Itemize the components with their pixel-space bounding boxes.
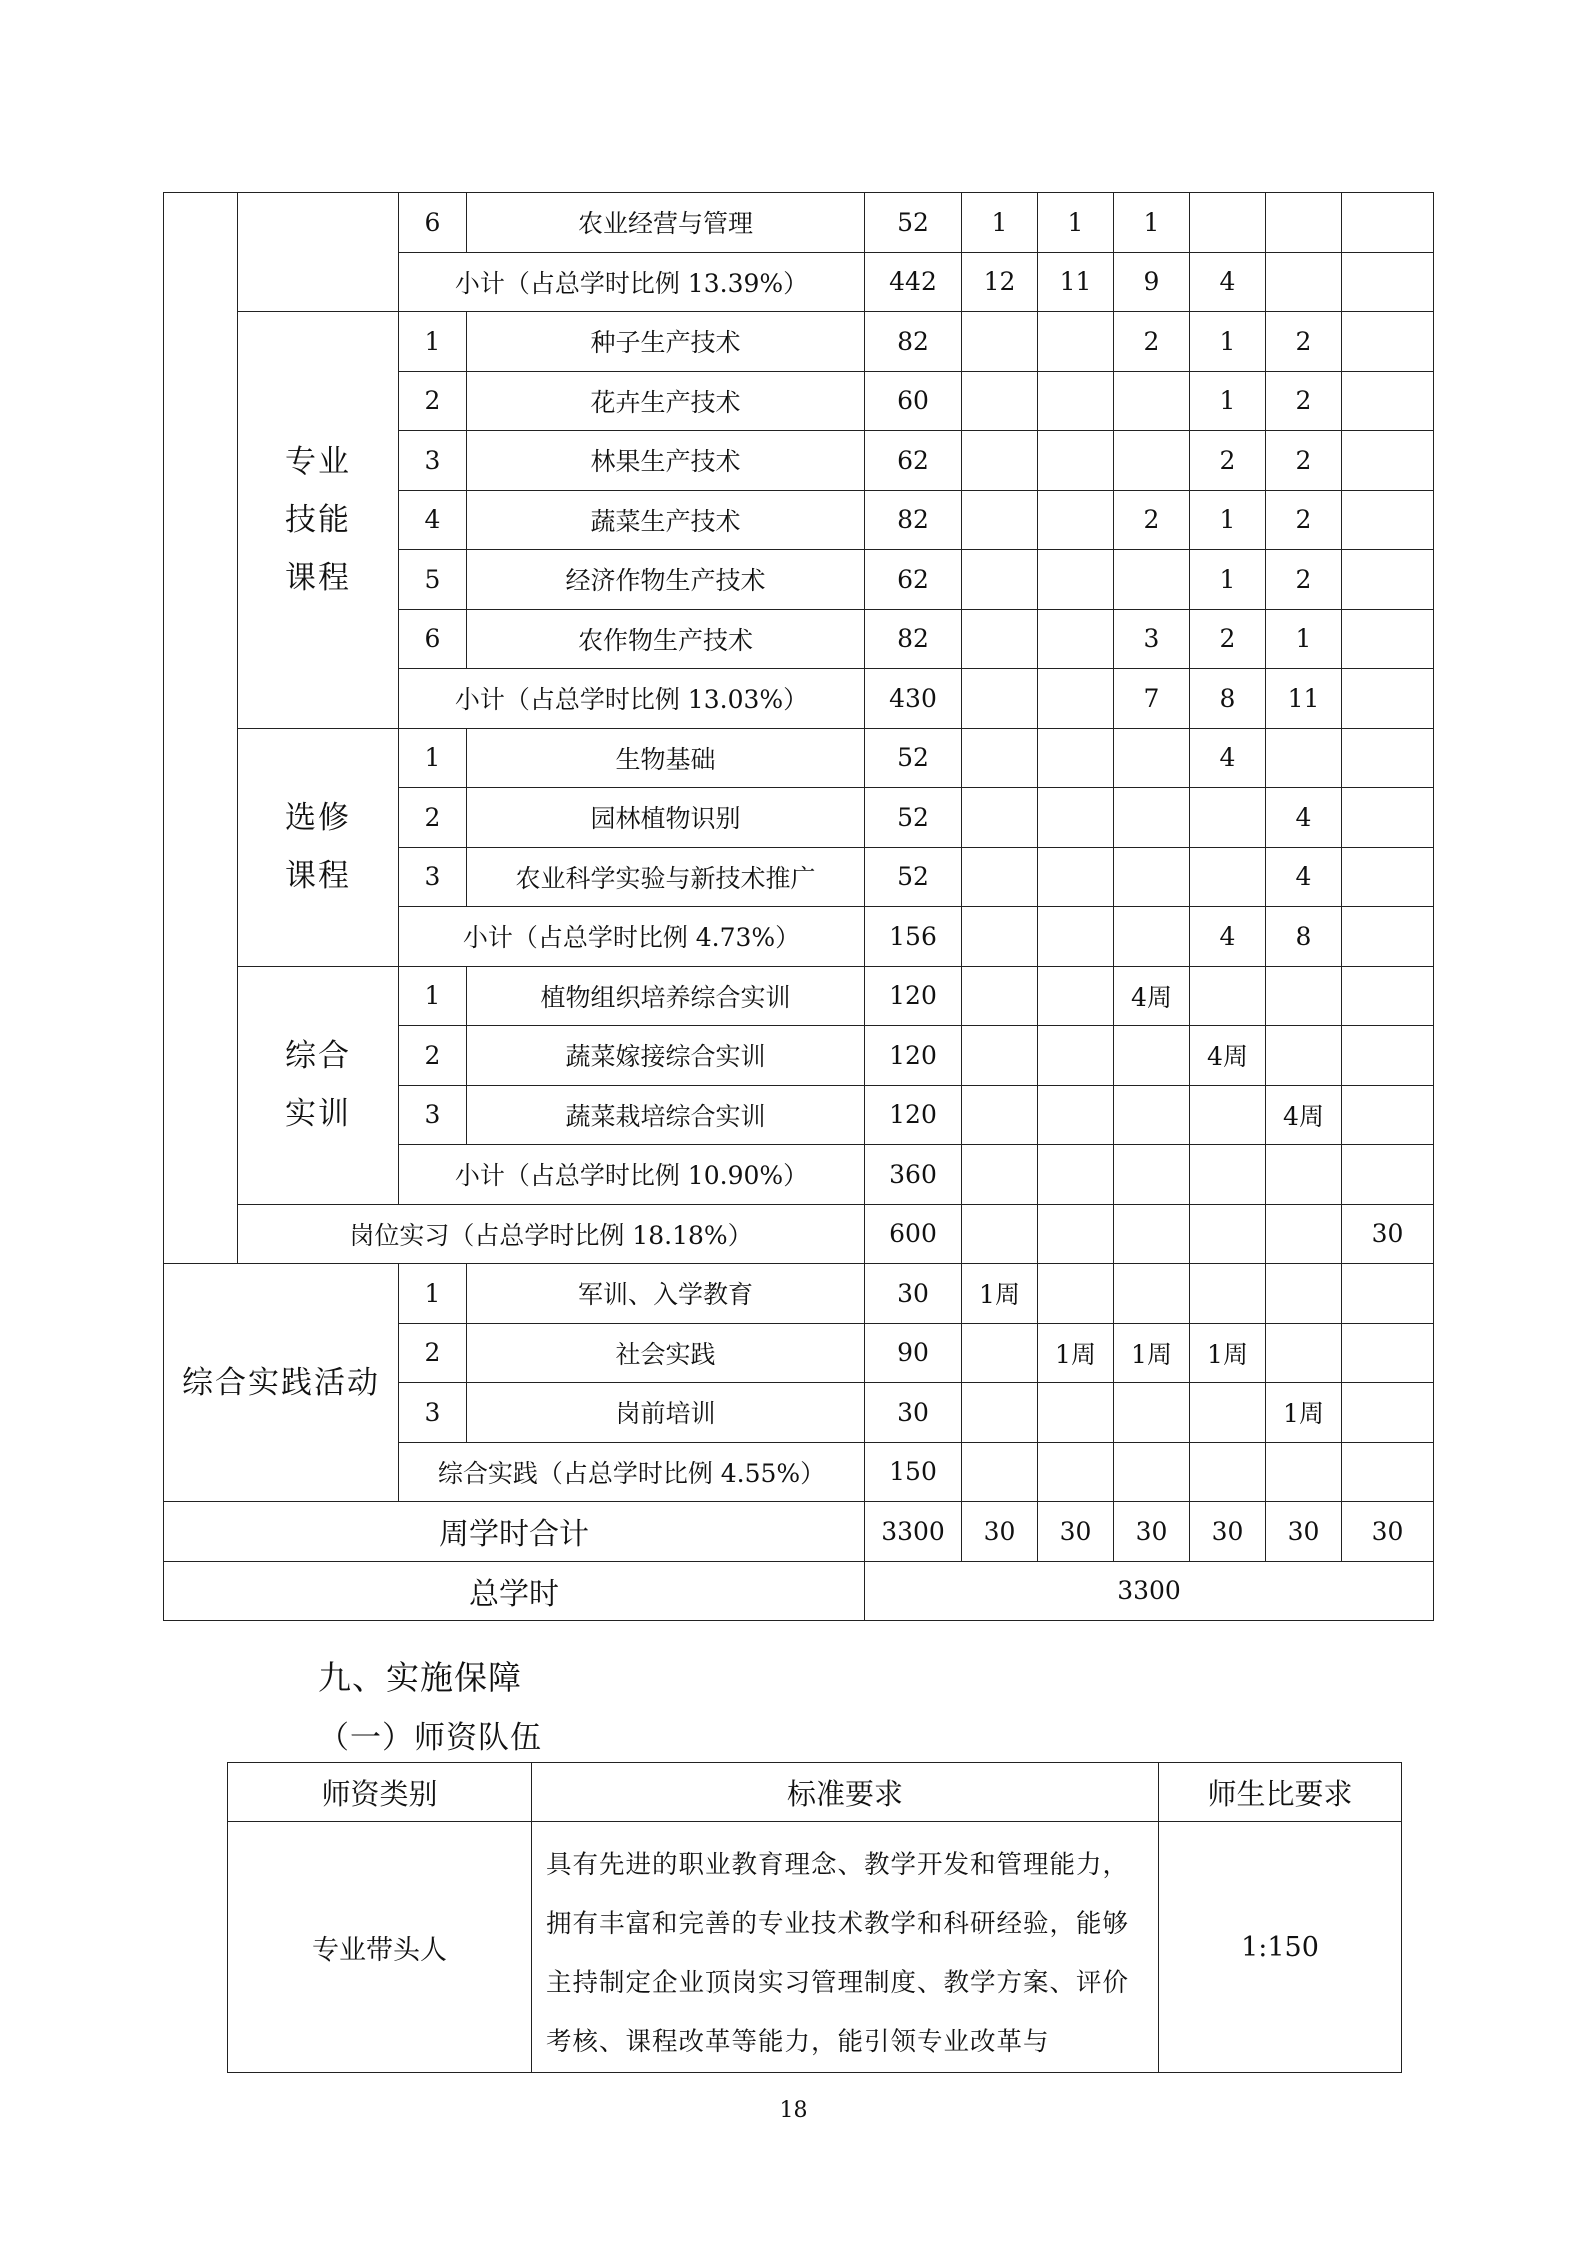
semester-hours-cell — [962, 1383, 1038, 1443]
total-hours-cell: 360 — [865, 1145, 962, 1205]
semester-hours-cell: 4 — [1266, 788, 1342, 848]
semester-hours-cell — [1038, 728, 1114, 788]
semester-hours-cell — [1342, 371, 1434, 431]
grand-total-label: 总学时 — [164, 1561, 865, 1621]
semester-hours-cell: 3 — [1114, 609, 1190, 669]
semester-hours-cell — [1342, 609, 1434, 669]
total-hours-cell: 442 — [865, 252, 962, 312]
semester-hours-cell — [1038, 788, 1114, 848]
semester-hours-cell: 4 — [1266, 847, 1342, 907]
course-name-cell: 花卉生产技术 — [467, 371, 865, 431]
semester-hours-cell — [1266, 1145, 1342, 1205]
semester-hours-cell: 1 — [1190, 312, 1266, 372]
semester-hours-cell: 1周 — [1038, 1323, 1114, 1383]
course-number-cell: 2 — [399, 1323, 467, 1383]
semester-hours-cell: 12 — [962, 252, 1038, 312]
semester-weekly-total-cell: 30 — [1190, 1502, 1266, 1562]
category-label-line: 综合 — [285, 1038, 351, 1074]
total-hours-cell: 120 — [865, 1026, 962, 1086]
course-number-cell: 3 — [399, 431, 467, 491]
semester-hours-cell — [1038, 847, 1114, 907]
course-number-cell: 3 — [399, 1383, 467, 1443]
weekly-total-label: 周学时合计 — [164, 1502, 865, 1562]
total-hours-cell: 62 — [865, 550, 962, 610]
semester-hours-cell: 4 — [1190, 907, 1266, 967]
semester-hours-cell — [1266, 1204, 1342, 1264]
semester-hours-cell — [962, 371, 1038, 431]
semester-hours-cell — [962, 728, 1038, 788]
semester-hours-cell — [1342, 907, 1434, 967]
course-number-cell: 6 — [399, 609, 467, 669]
semester-hours-cell — [1114, 1442, 1190, 1502]
total-hours-cell: 62 — [865, 431, 962, 491]
course-number-cell: 3 — [399, 847, 467, 907]
semester-hours-cell — [1038, 490, 1114, 550]
semester-hours-cell: 2 — [1266, 490, 1342, 550]
course-name-cell: 蔬菜生产技术 — [467, 490, 865, 550]
semester-hours-cell: 2 — [1266, 550, 1342, 610]
course-number-cell: 2 — [399, 371, 467, 431]
semester-hours-cell — [1038, 1442, 1114, 1502]
course-name-cell: 种子生产技术 — [467, 312, 865, 372]
semester-hours-cell: 2 — [1190, 609, 1266, 669]
semester-hours-cell — [1342, 1026, 1434, 1086]
semester-hours-cell — [1038, 431, 1114, 491]
semester-hours-cell: 4周 — [1114, 966, 1190, 1026]
total-hours-cell: 600 — [865, 1204, 962, 1264]
semester-hours-cell — [1266, 1264, 1342, 1324]
semester-hours-cell — [962, 1323, 1038, 1383]
course-name-cell: 经济作物生产技术 — [467, 550, 865, 610]
semester-hours-cell — [1190, 1442, 1266, 1502]
section-subheading: （一）师资队伍 — [318, 1720, 542, 1756]
total-hours-cell: 90 — [865, 1323, 962, 1383]
semester-hours-cell — [1342, 1323, 1434, 1383]
semester-hours-cell: 1周 — [1114, 1323, 1190, 1383]
semester-hours-cell — [962, 1442, 1038, 1502]
table-row — [164, 966, 1434, 1026]
teacher-standards-table — [227, 1762, 1402, 2073]
course-number-cell: 4 — [399, 490, 467, 550]
semester-hours-cell — [1114, 1264, 1190, 1324]
internship-row — [164, 1204, 1434, 1264]
course-name-cell: 生物基础 — [467, 728, 865, 788]
semester-hours-cell — [1038, 1264, 1114, 1324]
semester-hours-cell — [1114, 1085, 1190, 1145]
semester-hours-cell — [1038, 966, 1114, 1026]
semester-hours-cell — [1114, 1145, 1190, 1205]
total-hours-cell: 30 — [865, 1264, 962, 1324]
category-label-line: 专业 — [285, 443, 351, 480]
semester-hours-cell: 8 — [1190, 669, 1266, 729]
course-name-cell: 农业科学实验与新技术推广 — [467, 847, 865, 907]
course-number-cell: 5 — [399, 550, 467, 610]
course-number-cell: 1 — [399, 312, 467, 372]
semester-hours-cell — [962, 431, 1038, 491]
semester-weekly-total-cell: 30 — [1266, 1502, 1342, 1562]
total-hours-cell: 82 — [865, 490, 962, 550]
header-standard: 标准要求 — [532, 1763, 1159, 1822]
semester-hours-cell — [962, 669, 1038, 729]
total-hours-cell: 52 — [865, 728, 962, 788]
grand-total-row — [164, 1561, 1434, 1621]
semester-hours-cell — [962, 1085, 1038, 1145]
semester-hours-cell — [962, 312, 1038, 372]
semester-hours-cell: 8 — [1266, 907, 1342, 967]
course-number-cell: 2 — [399, 788, 467, 848]
total-hours-cell: 82 — [865, 312, 962, 372]
course-name-cell: 林果生产技术 — [467, 431, 865, 491]
total-hours-cell: 150 — [865, 1442, 962, 1502]
semester-hours-cell — [1342, 1264, 1434, 1324]
table-row — [228, 1822, 1402, 2073]
semester-hours-cell — [1114, 728, 1190, 788]
standard-cell: 具有先进的职业教育理念、教学开发和管理能力，拥有丰富和完善的专业技术教学和科研经验，能够主持制定企业顶岗实习管理制度、教学方案、评价考核、课程改革等能力，能引领专业改革与 — [532, 1822, 1159, 2073]
header-teacher-category: 师资类别 — [228, 1763, 532, 1822]
page-number: 18 — [779, 2098, 808, 2123]
semester-hours-cell — [1190, 788, 1266, 848]
semester-hours-cell — [1266, 252, 1342, 312]
semester-hours-cell — [1266, 1026, 1342, 1086]
semester-hours-cell — [1038, 312, 1114, 372]
course-number-cell: 1 — [399, 1264, 467, 1324]
semester-hours-cell — [1190, 966, 1266, 1026]
semester-hours-cell — [1190, 193, 1266, 253]
semester-hours-cell — [962, 1204, 1038, 1264]
semester-hours-cell — [962, 550, 1038, 610]
subtotal-label-cell: 小计（占总学时比例 13.03%） — [399, 669, 865, 729]
table-row — [164, 728, 1434, 788]
semester-hours-cell — [1266, 728, 1342, 788]
semester-hours-cell — [1190, 847, 1266, 907]
semester-hours-cell — [1342, 1085, 1434, 1145]
subtotal-label-cell: 小计（占总学时比例 4.73%） — [399, 907, 865, 967]
course-hours-table — [163, 192, 1434, 1621]
category-cell — [238, 728, 399, 966]
semester-hours-cell — [1342, 788, 1434, 848]
total-hours-cell: 52 — [865, 788, 962, 848]
semester-hours-cell — [1114, 550, 1190, 610]
semester-weekly-total-cell: 30 — [1114, 1502, 1190, 1562]
semester-hours-cell — [1342, 490, 1434, 550]
semester-hours-cell: 1周 — [1266, 1383, 1342, 1443]
total-hours-cell: 120 — [865, 1085, 962, 1145]
semester-weekly-total-cell: 30 — [962, 1502, 1038, 1562]
semester-hours-cell — [1038, 1085, 1114, 1145]
semester-hours-cell: 4周 — [1190, 1026, 1266, 1086]
semester-hours-cell: 2 — [1266, 312, 1342, 372]
semester-hours-cell — [1114, 431, 1190, 491]
category-label-line: 实训 — [285, 1096, 351, 1132]
subtotal-label-cell: 小计（占总学时比例 10.90%） — [399, 1145, 865, 1205]
outer-group-cell — [164, 193, 238, 1264]
semester-hours-cell — [1114, 847, 1190, 907]
subtotal-label-cell: 综合实践（占总学时比例 4.55%） — [399, 1442, 865, 1502]
semester-hours-cell — [1342, 312, 1434, 372]
semester-hours-cell: 1 — [962, 193, 1038, 253]
semester-hours-cell: 2 — [1190, 431, 1266, 491]
semester-hours-cell — [1038, 669, 1114, 729]
semester-hours-cell: 1 — [1190, 371, 1266, 431]
semester-hours-cell: 1 — [1114, 193, 1190, 253]
course-name-cell: 蔬菜栽培综合实训 — [467, 1085, 865, 1145]
semester-hours-cell — [1266, 966, 1342, 1026]
semester-hours-cell — [962, 966, 1038, 1026]
semester-hours-cell: 1 — [1190, 490, 1266, 550]
semester-hours-cell: 2 — [1114, 490, 1190, 550]
semester-hours-cell: 1 — [1266, 609, 1342, 669]
total-hours-cell: 120 — [865, 966, 962, 1026]
course-name-cell: 农作物生产技术 — [467, 609, 865, 669]
category-label-line: 课程 — [285, 858, 351, 894]
total-hours-cell: 60 — [865, 371, 962, 431]
semester-hours-cell — [1342, 550, 1434, 610]
semester-hours-cell: 1 — [1038, 193, 1114, 253]
section-heading: 九、实施保障 — [318, 1658, 522, 1697]
semester-hours-cell: 1 — [1190, 550, 1266, 610]
internship-label-cell: 岗位实习（占总学时比例 18.18%） — [238, 1204, 865, 1264]
category-label-line: 选修 — [285, 800, 351, 836]
semester-hours-cell: 1周 — [962, 1264, 1038, 1324]
semester-hours-cell — [1190, 1383, 1266, 1443]
semester-hours-cell — [1266, 1442, 1342, 1502]
semester-hours-cell — [962, 609, 1038, 669]
semester-hours-cell — [1038, 609, 1114, 669]
semester-hours-cell — [962, 490, 1038, 550]
header-ratio: 师生比要求 — [1159, 1763, 1402, 1822]
weekly-total-hours: 3300 — [865, 1502, 962, 1562]
semester-hours-cell — [1038, 1145, 1114, 1205]
total-hours-cell: 30 — [865, 1383, 962, 1443]
semester-hours-cell — [1266, 193, 1342, 253]
course-table-body — [164, 193, 1434, 1621]
course-name-cell: 蔬菜嫁接综合实训 — [467, 1026, 865, 1086]
course-name-cell: 植物组织培养综合实训 — [467, 966, 865, 1026]
semester-hours-cell — [1038, 1383, 1114, 1443]
semester-hours-cell — [1342, 193, 1434, 253]
course-number-cell: 1 — [399, 966, 467, 1026]
semester-weekly-total-cell: 30 — [1038, 1502, 1114, 1562]
semester-hours-cell: 1周 — [1190, 1323, 1266, 1383]
semester-hours-cell: 30 — [1342, 1204, 1434, 1264]
semester-hours-cell — [1038, 907, 1114, 967]
semester-hours-cell — [1342, 728, 1434, 788]
category-cell — [164, 1264, 399, 1502]
semester-hours-cell — [1342, 1145, 1434, 1205]
semester-hours-cell — [1342, 431, 1434, 491]
total-hours-cell: 156 — [865, 907, 962, 967]
table-header-row — [228, 1763, 1402, 1822]
category-label-line: 课程 — [285, 559, 351, 596]
semester-hours-cell — [962, 847, 1038, 907]
semester-hours-cell — [1266, 1323, 1342, 1383]
semester-hours-cell — [1190, 1085, 1266, 1145]
subtotal-label-cell: 小计（占总学时比例 13.39%） — [399, 252, 865, 312]
semester-hours-cell: 4 — [1190, 728, 1266, 788]
semester-hours-cell — [1190, 1145, 1266, 1205]
semester-hours-cell — [962, 907, 1038, 967]
semester-hours-cell: 11 — [1266, 669, 1342, 729]
category-cell — [238, 966, 399, 1204]
category-cell — [238, 312, 399, 729]
semester-hours-cell — [1342, 966, 1434, 1026]
semester-hours-cell: 2 — [1114, 312, 1190, 372]
semester-weekly-total-cell: 30 — [1342, 1502, 1434, 1562]
grand-total-value: 3300 — [865, 1561, 1434, 1621]
total-hours-cell: 52 — [865, 847, 962, 907]
semester-hours-cell — [1190, 1264, 1266, 1324]
semester-hours-cell: 7 — [1114, 669, 1190, 729]
total-hours-cell: 52 — [865, 193, 962, 253]
course-name-cell: 岗前培训 — [467, 1383, 865, 1443]
table-row — [164, 312, 1434, 372]
course-name-cell: 园林植物识别 — [467, 788, 865, 848]
semester-hours-cell — [1114, 371, 1190, 431]
course-number-cell: 6 — [399, 193, 467, 253]
semester-hours-cell — [1114, 1204, 1190, 1264]
total-hours-cell: 430 — [865, 669, 962, 729]
semester-hours-cell: 4 — [1190, 252, 1266, 312]
course-number-cell: 1 — [399, 728, 467, 788]
semester-hours-cell: 9 — [1114, 252, 1190, 312]
semester-hours-cell — [962, 788, 1038, 848]
course-number-cell: 2 — [399, 1026, 467, 1086]
course-number-cell: 3 — [399, 1085, 467, 1145]
teacher-category-cell: 专业带头人 — [228, 1822, 532, 2073]
category-label-line: 技能 — [285, 501, 351, 538]
semester-hours-cell: 4周 — [1266, 1085, 1342, 1145]
semester-hours-cell — [1038, 1026, 1114, 1086]
weekly-total-row — [164, 1502, 1434, 1562]
semester-hours-cell: 2 — [1266, 431, 1342, 491]
semester-hours-cell — [1114, 907, 1190, 967]
table-row — [164, 1264, 1434, 1324]
semester-hours-cell — [1114, 1383, 1190, 1443]
course-name-cell: 社会实践 — [467, 1323, 865, 1383]
semester-hours-cell — [962, 1026, 1038, 1086]
category-label: 综合实践活动 — [182, 1364, 380, 1401]
table-row — [164, 193, 1434, 253]
semester-hours-cell: 2 — [1266, 371, 1342, 431]
semester-hours-cell: 11 — [1038, 252, 1114, 312]
course-name-cell: 农业经营与管理 — [467, 193, 865, 253]
semester-hours-cell — [1342, 1383, 1434, 1443]
semester-hours-cell — [1114, 788, 1190, 848]
semester-hours-cell — [1342, 669, 1434, 729]
category-cell — [238, 193, 399, 312]
semester-hours-cell — [1114, 1026, 1190, 1086]
total-hours-cell: 82 — [865, 609, 962, 669]
semester-hours-cell — [1190, 1204, 1266, 1264]
semester-hours-cell — [1342, 847, 1434, 907]
semester-hours-cell — [962, 1145, 1038, 1205]
ratio-cell: 1:150 — [1159, 1822, 1402, 2073]
course-name-cell: 军训、入学教育 — [467, 1264, 865, 1324]
semester-hours-cell — [1342, 1442, 1434, 1502]
semester-hours-cell — [1038, 371, 1114, 431]
semester-hours-cell — [1342, 252, 1434, 312]
semester-hours-cell — [1038, 1204, 1114, 1264]
semester-hours-cell — [1038, 550, 1114, 610]
